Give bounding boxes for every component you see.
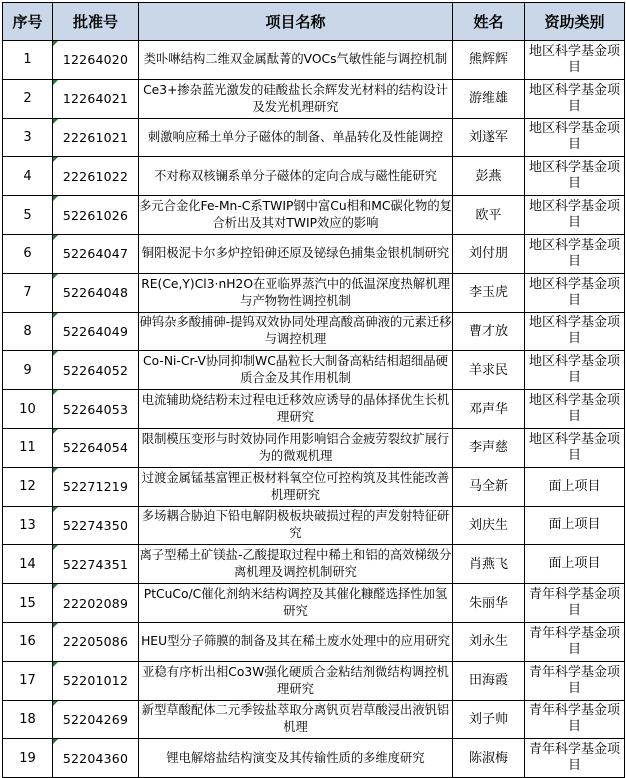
cell-name: 曹才放 — [453, 312, 525, 351]
cell-approval-number: 22205086 — [53, 622, 139, 661]
cell-approval-number: 52264053 — [53, 390, 139, 429]
cell-name: 彭燕 — [453, 157, 525, 196]
cell-project-title: 多元合金化Fe-Mn-C系TWIP钢中富Cu相和MC碳化物的复合析出及其对TWIP效应的影响 — [139, 196, 453, 235]
header-no: 序号 — [3, 3, 53, 41]
cell-approval-number: 52264047 — [53, 234, 139, 273]
table-row — [3, 661, 625, 700]
cell-name: 欧平 — [453, 196, 525, 235]
cell-funding-category: 地区科学基金项目 — [525, 118, 625, 157]
cell-funding-category: 青年科学基金项目 — [525, 584, 625, 623]
cell-no: 2 — [3, 79, 53, 118]
table-row — [3, 390, 625, 429]
cell-name: 李玉虎 — [453, 273, 525, 312]
cell-approval-number: 52201012 — [53, 661, 139, 700]
cell-project-title: Co-Ni-Cr-V协同抑制WC晶粒长大制备高粘结相超细晶硬质合金及其作用机制 — [139, 351, 453, 390]
cell-project-title: 刺激响应稀土单分子磁体的制备、单晶转化及性能调控 — [139, 118, 453, 157]
cell-approval-number: 22261021 — [53, 118, 139, 157]
table-row — [3, 196, 625, 235]
table-row — [3, 584, 625, 623]
cell-funding-category: 地区科学基金项目 — [525, 312, 625, 351]
cell-project-title: 过渡金属锰基富锂正极材料氧空位可控构筑及其性能改善机理研究 — [139, 467, 453, 506]
table-row — [3, 545, 625, 584]
cell-project-title: 砷钨杂多酸捕砷-提钨双效协同处理高酸高砷液的元素迁移与调控机理 — [139, 312, 453, 351]
cell-funding-category: 青年科学基金项目 — [525, 661, 625, 700]
cell-no: 9 — [3, 351, 53, 390]
table-row — [3, 79, 625, 118]
cell-funding-category: 青年科学基金项目 — [525, 739, 625, 778]
cell-funding-category: 青年科学基金项目 — [525, 700, 625, 739]
table-row — [3, 273, 625, 312]
header-name: 姓名 — [453, 3, 525, 41]
header-approval-number: 批准号 — [53, 3, 139, 41]
cell-approval-number: 52264054 — [53, 428, 139, 467]
table-row — [3, 739, 625, 778]
cell-no: 12 — [3, 467, 53, 506]
cell-project-title: 新型草酸配体二元季铵盐萃取分离钒页岩草酸浸出液钒铝机理 — [139, 700, 453, 739]
table-row — [3, 41, 625, 80]
cell-project-title: 亚稳有序析出相Co3W强化硬质合金粘结剂微结构调控机理研究 — [139, 661, 453, 700]
cell-name: 陈淑梅 — [453, 739, 525, 778]
cell-funding-category: 青年科学基金项目 — [525, 622, 625, 661]
cell-no: 11 — [3, 428, 53, 467]
cell-no: 10 — [3, 390, 53, 429]
cell-approval-number: 52264049 — [53, 312, 139, 351]
table-row — [3, 234, 625, 273]
cell-name: 刘遂军 — [453, 118, 525, 157]
cell-name: 刘永生 — [453, 622, 525, 661]
cell-name: 熊辉辉 — [453, 41, 525, 80]
cell-project-title: 限制模压变形与时效协同作用影响铝合金疲劳裂纹扩展行为的微观机理 — [139, 428, 453, 467]
table-body — [3, 41, 625, 778]
table-row — [3, 118, 625, 157]
cell-name: 刘付朋 — [453, 234, 525, 273]
cell-no: 18 — [3, 700, 53, 739]
table-row — [3, 157, 625, 196]
cell-approval-number: 12264021 — [53, 79, 139, 118]
cell-project-title: 电流辅助烧结粉末过程电迁移效应诱导的晶体择优生长机理研究 — [139, 390, 453, 429]
cell-name: 刘庆生 — [453, 506, 525, 545]
cell-no: 7 — [3, 273, 53, 312]
cell-funding-category: 地区科学基金项目 — [525, 390, 625, 429]
cell-no: 15 — [3, 584, 53, 623]
cell-funding-category: 面上项目 — [525, 467, 625, 506]
cell-funding-category: 地区科学基金项目 — [525, 351, 625, 390]
cell-no: 19 — [3, 739, 53, 778]
cell-project-title: 多场耦合胁迫下铅电解阴极板块破损过程的声发射特征研究 — [139, 506, 453, 545]
table-row — [3, 700, 625, 739]
grant-table — [2, 2, 625, 778]
table-row — [3, 312, 625, 351]
cell-no: 5 — [3, 196, 53, 235]
cell-approval-number: 52274350 — [53, 506, 139, 545]
cell-funding-category: 地区科学基金项目 — [525, 41, 625, 80]
cell-no: 1 — [3, 41, 53, 80]
cell-approval-number: 52271219 — [53, 467, 139, 506]
cell-approval-number: 52264048 — [53, 273, 139, 312]
header-project-title: 项目名称 — [139, 3, 453, 41]
cell-approval-number: 52264052 — [53, 351, 139, 390]
header-row — [3, 3, 625, 41]
cell-name: 马全新 — [453, 467, 525, 506]
cell-name: 游维雄 — [453, 79, 525, 118]
cell-funding-category: 地区科学基金项目 — [525, 79, 625, 118]
table-row — [3, 351, 625, 390]
table-row — [3, 428, 625, 467]
cell-approval-number: 22261022 — [53, 157, 139, 196]
cell-project-title: 锂电解熔盐结构演变及其传输性质的多维度研究 — [139, 739, 453, 778]
cell-approval-number: 52204360 — [53, 739, 139, 778]
cell-project-title: RE(Ce,Y)Cl3·nH2O在亚临界蒸汽中的低温深度热解机理与产物物性调控机制 — [139, 273, 453, 312]
cell-name: 刘子帅 — [453, 700, 525, 739]
cell-no: 8 — [3, 312, 53, 351]
cell-no: 17 — [3, 661, 53, 700]
cell-no: 13 — [3, 506, 53, 545]
table-header — [3, 3, 625, 41]
cell-approval-number: 12264020 — [53, 41, 139, 80]
table-row — [3, 622, 625, 661]
cell-name: 朱丽华 — [453, 584, 525, 623]
cell-name: 肖燕飞 — [453, 545, 525, 584]
cell-approval-number: 52274351 — [53, 545, 139, 584]
cell-name: 羊求民 — [453, 351, 525, 390]
cell-funding-category: 地区科学基金项目 — [525, 157, 625, 196]
cell-no: 3 — [3, 118, 53, 157]
cell-project-title: Ce3+掺杂蓝光激发的硅酸盐长余辉发光材料的结构设计及发光机理研究 — [139, 79, 453, 118]
cell-funding-category: 地区科学基金项目 — [525, 196, 625, 235]
cell-name: 李声慈 — [453, 428, 525, 467]
cell-no: 6 — [3, 234, 53, 273]
cell-approval-number: 52261026 — [53, 196, 139, 235]
cell-no: 4 — [3, 157, 53, 196]
cell-funding-category: 面上项目 — [525, 545, 625, 584]
cell-project-title: 不对称双核镧系单分子磁体的定向合成与磁性能研究 — [139, 157, 453, 196]
table-row — [3, 506, 625, 545]
cell-name: 田海霞 — [453, 661, 525, 700]
table-row — [3, 467, 625, 506]
cell-project-title: HEU型分子筛膜的制备及其在稀土废水处理中的应用研究 — [139, 622, 453, 661]
cell-name: 邓声华 — [453, 390, 525, 429]
cell-funding-category: 地区科学基金项目 — [525, 428, 625, 467]
cell-no: 16 — [3, 622, 53, 661]
cell-funding-category: 地区科学基金项目 — [525, 273, 625, 312]
cell-funding-category: 面上项目 — [525, 506, 625, 545]
cell-funding-category: 地区科学基金项目 — [525, 234, 625, 273]
cell-no: 14 — [3, 545, 53, 584]
header-funding-category: 资助类别 — [525, 3, 625, 41]
cell-project-title: PtCuCo/C催化剂纳米结构调控及其催化糠醛选择性加氢研究 — [139, 584, 453, 623]
cell-project-title: 类卟啉结构二维双金属酞菁的VOCs气敏性能与调控机制 — [139, 41, 453, 80]
cell-project-title: 离子型稀土矿镁盐-乙酸提取过程中稀土和铝的高效梯级分离机理及调控机制研究 — [139, 545, 453, 584]
cell-approval-number: 22202089 — [53, 584, 139, 623]
cell-project-title: 铜阳极泥卡尔多炉控铅砷还原及铋绿色捕集金银机制研究 — [139, 234, 453, 273]
cell-approval-number: 52204269 — [53, 700, 139, 739]
